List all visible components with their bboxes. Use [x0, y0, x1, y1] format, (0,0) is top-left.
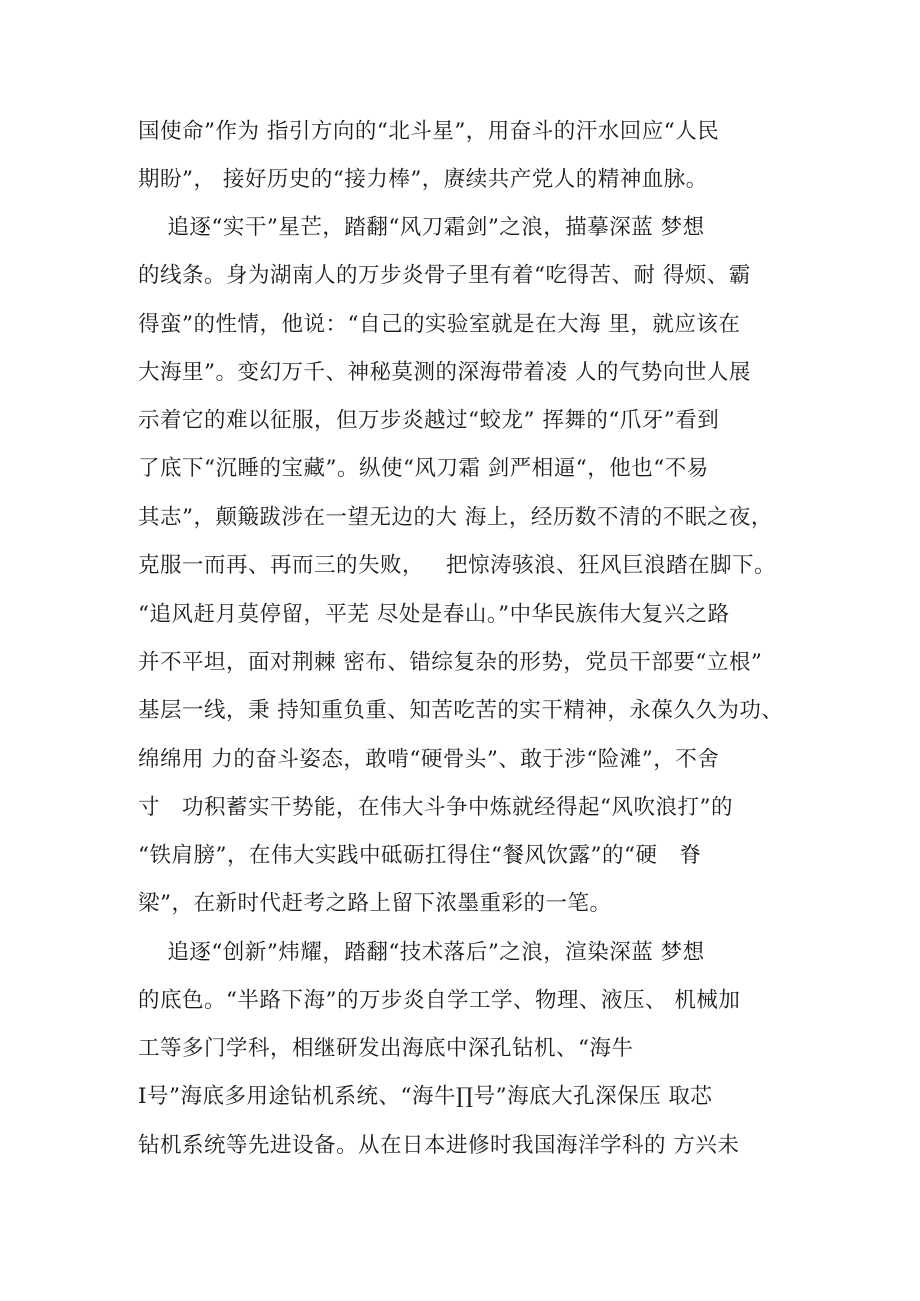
- text-line: 得蛮”的性情，他说：“自己的实验室就是在大海 里，就应该在: [138, 312, 741, 337]
- text-line: 追逐“创新”炜耀，踏翻“技术落后”之浪，渲染深蓝 梦想: [138, 940, 705, 965]
- text-line: 期盼”， 接好历史的“接力棒”，赓续共产党人的精神血脉。: [138, 167, 708, 192]
- text-line: “追风赶月莫停留，平芜 尽处是春山。”中华民族伟大复兴之路: [138, 602, 730, 627]
- text-line: 并不平坦，面对荆棘 密布、错综复杂的形势，党员干部要“立根”: [138, 650, 763, 675]
- text-line: 绵绵用 力的奋斗姿态，敢啃“硬骨头”、敢于涉“险滩”，不舍: [138, 747, 720, 772]
- text-line: 示着它的难以征服，但万步炎越过“蛟龙” 挥舞的“爪牙”看到: [138, 408, 720, 433]
- text-line: 的线条。身为湖南人的万步炎骨子里有着“吃得苦、耐 得烦、霸: [138, 263, 751, 288]
- text-line: 了底下“沉睡的宝藏”。纵使“风刀霜 剑严相逼“，他也“不易: [138, 456, 709, 481]
- text-line: 国使命”作为 指引方向的“北斗星”，用奋斗的汗水回应“人民: [138, 119, 720, 144]
- text-line: 梁”，在新时代赶考之路上留下浓墨重彩的一笔。: [138, 891, 612, 916]
- text-line: 工等多门学科，相继研发出海底中深孔钻机、“海牛: [138, 1036, 634, 1061]
- text-line: 的底色。“半路下海”的万步炎自学工学、物理、液压、 机械加: [138, 988, 741, 1013]
- text-line: 钻机系统等先进设备。从在日本进修时我国海洋学科的 方兴未: [138, 1133, 740, 1158]
- text-line: 基层一线，秉 持知重负重、知苦吃苦的实干精神，永葆久久为功、: [138, 698, 784, 723]
- text-line: 寸 功积蓄实干势能，在伟大斗争中炼就经得起“风吹浪打”的: [138, 795, 733, 820]
- text-line: “铁肩膀”，在伟大实践中砥砺扛得住“餐风饮露”的“硬 脊: [138, 843, 702, 868]
- text-line: I号”海底多用途钻机系统、“海牛∏号”海底大孔深保压 取芯: [138, 1084, 713, 1109]
- text-line: 克服一而再、再而三的失败， 把惊涛骇浪、狂风巨浪踏在脚下。: [138, 553, 777, 578]
- text-line: 大海里”。变幻万千、神秘莫测的深海带着凌 人的气势向世人展: [138, 360, 751, 385]
- text-line: 其志”，颠簸跋涉在一望无边的大 海上，经历数不清的不眠之夜，: [138, 505, 773, 530]
- text-line: 追逐“实干”星芒，踏翻“风刀霜剑”之浪，描摹深蓝 梦想: [138, 215, 705, 240]
